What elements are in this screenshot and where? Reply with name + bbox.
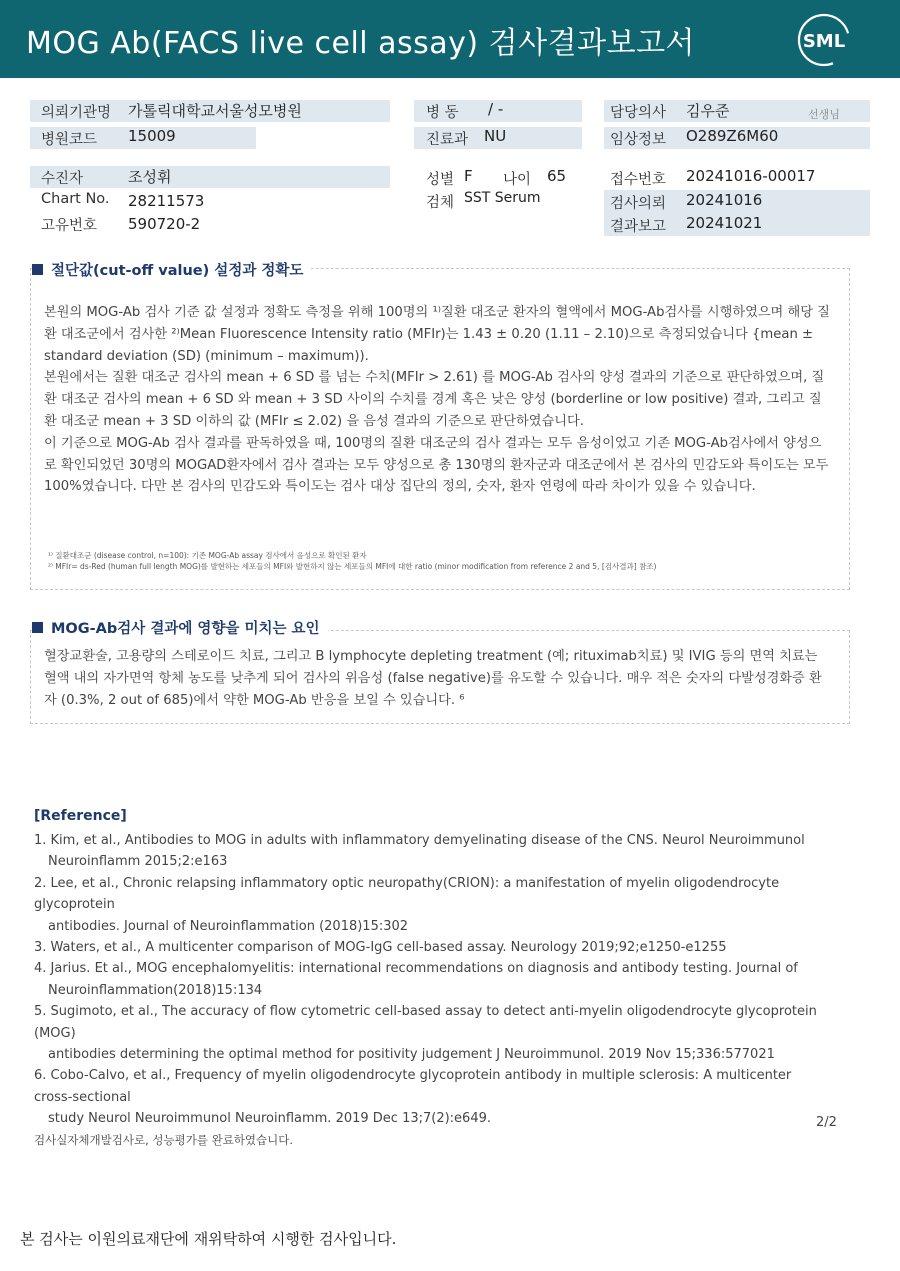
cutoff-paragraph-2: 본원에서는 질환 대조군 검사의 mean + 6 SD 를 넘는 수치(MFIr > 2.61) 를 MOG-Ab 검사의 양성 결과의 기준으로 판단하였으며, 질환 대조군 검사의 mean + 6 SD 와 mean + 3 SD 사이의 수치를 경계 혹은 낮은 양성 (borderline or low positive) 결과, 그리고 질환 대조군 mean + 3 SD 이하의 값 (MFIr ≤ 2.02) 을 음성 결과의 기준으로 판단하였습니다.: [44, 370, 825, 429]
request-value: 20241016: [686, 191, 763, 209]
dept-value: NU: [484, 127, 507, 145]
footer-note: 본 검사는 이원의료재단에 재위탁하여 시행한 검사입니다.: [20, 1230, 397, 1248]
ward-value: / -: [488, 100, 504, 118]
clinical-value: O289Z6M60: [686, 127, 779, 145]
report-title: MOG Ab(FACS live cell assay) 검사결과보고서: [26, 26, 696, 61]
reference-item: cross-sectional: [34, 1089, 131, 1105]
factors-title-text: MOG-Ab검사 결과에 영향을 미치는 요인: [51, 621, 320, 637]
footnote-1: ¹⁾ 질환대조군 (disease control, n=100): 기존 MOG-Ab assay 검사에서 음성으로 확인된 환자: [48, 551, 367, 560]
reference-item: Neuroinflamm 2015;2:e163: [48, 854, 228, 870]
report-header: [0, 0, 900, 78]
doctor-suffix: 선생님: [808, 108, 840, 121]
factors-section-title: [32, 617, 328, 638]
page-number: 2/2: [816, 1115, 837, 1130]
sex-label: 성별: [426, 172, 455, 188]
hospital-code-label: 병원코드: [41, 132, 98, 148]
section-square-icon: [32, 622, 43, 633]
receipt-label: 접수번호: [610, 172, 667, 188]
unique-label: 고유번호: [41, 218, 98, 234]
reference-item: study Neurol Neuroimmunol Neuroinflamm. 2019 Dec 13;7(2):e649.: [48, 1111, 492, 1127]
reference-item: 3. Waters, et al., A multicenter comparison of MOG-IgG cell-based assay. Neurology 2019;92;e1250-e1255: [34, 940, 727, 956]
clinical-label: 임상정보: [610, 132, 667, 148]
reference-title: [Reference]: [34, 808, 127, 824]
institution-label: 의뢰기관명: [41, 105, 112, 121]
reference-item: 1. Kim, et al., Antibodies to MOG in adults with inflammatory demyelinating disease of the CNS. Neurol Neuroimmunol: [34, 833, 805, 848]
specimen-label: 검체: [426, 195, 455, 211]
sex-value: F: [464, 167, 473, 185]
cutoff-section-text: [44, 302, 834, 498]
receipt-value: 20241016-00017: [686, 167, 816, 185]
doctor-label: 담당의사: [610, 105, 667, 121]
dept-label: 진료과: [426, 132, 469, 148]
cutoff-paragraph-3: 이 기준으로 MOG-Ab 검사 결과를 판독하였을 때, 100명의 질환 대조군의 검사 결과는 모두 음성이었고 기존 MOG-Ab검사에서 양성으로 확인되었던 30명의 MOGAD환자에서 검사 결과는 모두 양성으로 총 130명의 환자군과 대조군에서 본 검사의 민감도와 특이도는 모두 100%였습니다. 다만 본 검사의 민감도와 특이도는 검사 대상 집단의 정의, 숫자, 환자 연령에 따라 차이가 있을 수 있습니다.: [44, 435, 829, 495]
age-label: 나이: [503, 172, 532, 188]
hospital-code-value: 15009: [128, 127, 176, 145]
reference-item: 5. Sugimoto, et al., The accuracy of flow cytometric cell-based assay to detect anti-myelin oligodendrocyte glycoprotein (MOG): [34, 1004, 817, 1041]
validation-note: 검사실자체개발검사로, 성능평가를 완료하였습니다.: [34, 1132, 294, 1147]
patient-label: 수진자: [41, 171, 84, 187]
report-value: 20241021: [686, 214, 763, 232]
institution-value: 가톨릭대학교서울성모병원: [128, 102, 302, 120]
reference-item: antibodies. Journal of Neuroinflammation (2018)15:302: [48, 918, 409, 934]
cutoff-section-title: [32, 259, 311, 280]
unique-value: 590720-2: [128, 215, 201, 233]
logo-text: SML: [802, 31, 846, 52]
specimen-value: SST Serum: [464, 190, 541, 206]
reference-item: 4. Jarius. Et al., MOG encephalomyelitis: international recommendations on diagnosis and antibody testing. Journal of: [34, 961, 798, 977]
section-square-icon: [32, 264, 43, 275]
ward-label: 병 동: [426, 105, 459, 121]
sml-logo: [796, 12, 852, 68]
cutoff-title-text: 절단값(cut-off value) 설정과 정확도: [51, 263, 304, 279]
factors-paragraph: 혈장교환술, 고용량의 스테로이드 치료, 그리고 B lymphocyte depleting treatment (예; rituximab치료) 및 IVIG 등의 면역 치료는 혈액 내의 자가면역 항체 농도를 낮추게 되어 검사의 위음성 (false negative)를 유도할 수 있습니다. 매우 적은 숫자의 다발성경화증 환자 (0.3%, 2 out of 685)에서 약한 MOG-Ab 반응을 보일 수 있습니다. ⁶: [44, 649, 822, 708]
request-label: 검사의뢰: [610, 196, 667, 212]
footnote-2: ²⁾ MFIr= ds-Red (human full length MOG)를 발현하는 세포들의 MFI와 발현하지 않는 세포들의 MFI에 대한 ratio (minor modification from reference 2 and 5, [검사결과] 참조): [48, 562, 657, 571]
age-value: 65: [547, 167, 567, 185]
report-label: 결과보고: [610, 219, 667, 235]
reference-list: [34, 830, 844, 1151]
patient-value: 조성휘: [128, 168, 172, 186]
reference-item: Neuroinflammation(2018)15:134: [48, 982, 263, 998]
reference-item: 6. Cobo-Calvo, et al., Frequency of myelin oligodendrocyte glycoprotein antibody in multiple sclerosis: A multicenter: [34, 1068, 792, 1084]
reference-item: antibodies determining the optimal method for positivity judgement J Neuroimmunol. 2019 Nov 15;336:577021: [48, 1047, 775, 1063]
cutoff-paragraph-1: 본원의 MOG-Ab 검사 기준 값 설정과 정확도 측정을 위해 100명의 ¹⁾질환 대조군 환자의 혈액에서 MOG-Ab검사를 시행하였으며 해당 질환 대조군에서 검사한 ²⁾Mean Fluorescence Intensity ratio (MFIr)는 1.43 ± 0.20 (1.11 – 2.10)으로 측정되었습니다 {mean ± standard deviation (SD) (minimum – maximum)).: [44, 305, 830, 364]
reference-item: 2. Lee, et al., Chronic relapsing inflammatory optic neuropathy(CRION): a manifestation of myelin oligodendrocyte glycoprotein: [34, 875, 780, 913]
chart-label: Chart No.: [41, 191, 110, 207]
patient-bar: [30, 166, 390, 188]
chart-value: 28211573: [128, 192, 205, 210]
doctor-value: 김우준: [686, 102, 730, 120]
factors-section-text: [44, 646, 834, 711]
